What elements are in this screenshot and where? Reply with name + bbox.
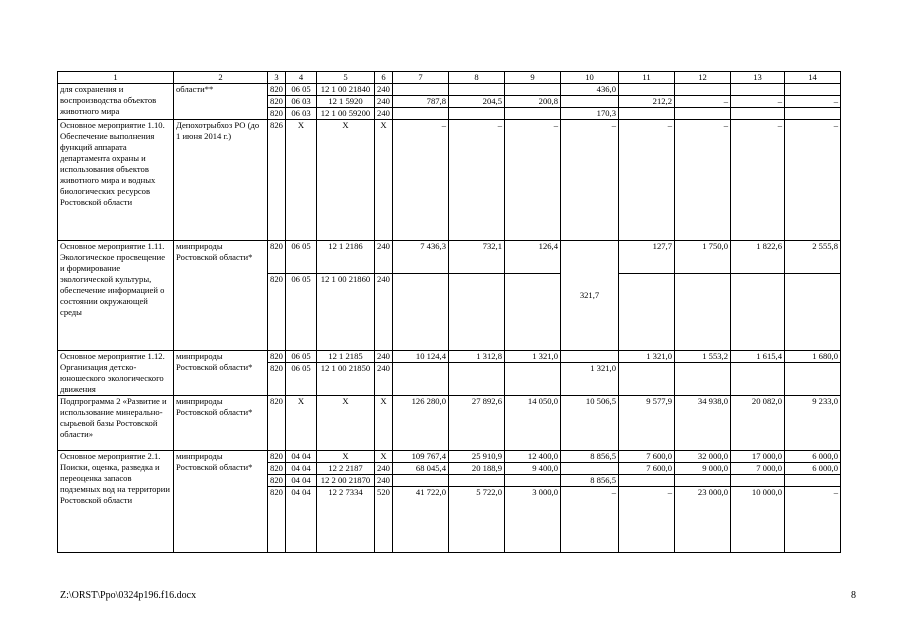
cell-col4: 06 03: [286, 96, 317, 108]
cell-col8: 1 312,8: [449, 351, 505, 363]
header-cell: 3: [268, 72, 286, 84]
cell-col14: [785, 108, 841, 120]
cell-col5: 12 2 7334: [317, 487, 375, 553]
cell-col6: 240: [375, 463, 393, 475]
cell-col14: [785, 363, 841, 396]
cell-col14: 1 680,0: [785, 351, 841, 363]
cell-col9: 3 000,0: [505, 487, 561, 553]
budget-table: [57, 71, 841, 553]
cell-col5: 12 2 2187: [317, 463, 375, 475]
cell-col14: 9 233,0: [785, 396, 841, 451]
cell-col14: [785, 274, 841, 351]
cell-col4: 04 04: [286, 463, 317, 475]
cell-col13: [731, 274, 785, 351]
cell-col13: 20 082,0: [731, 396, 785, 451]
cell-col7: 41 722,0: [393, 487, 449, 553]
header-cell: 12: [675, 72, 731, 84]
cell-col4: 04 04: [286, 451, 317, 463]
cell-col4: 06 03: [286, 108, 317, 120]
cell-col8: 20 188,9: [449, 463, 505, 475]
cell-col14: [785, 84, 841, 96]
cell-col6: 240: [375, 475, 393, 487]
cell-col6: 240: [375, 274, 393, 351]
cell-col3: 820: [268, 475, 286, 487]
cell-col5: 12 1 2186: [317, 241, 375, 274]
header-row: [58, 72, 841, 84]
cell-col11: 212,2: [619, 96, 675, 108]
cell-col9: –: [505, 120, 561, 241]
cell-col7: 787,8: [393, 96, 449, 108]
cell-col7: [393, 274, 449, 351]
cell-col13: –: [731, 120, 785, 241]
row-executor-cell: Депохотрыбхоз РО (до 1 июня 2014 г.): [174, 120, 268, 241]
cell-col6: X: [375, 120, 393, 241]
row-name-cell: Подпрограмма 2 «Развитие и использование минерально-сырьевой базы Ростовской области»: [58, 396, 174, 451]
cell-col10: [561, 463, 619, 475]
cell-col7: [393, 84, 449, 96]
cell-col9: 200,8: [505, 96, 561, 108]
cell-col4: 06 05: [286, 363, 317, 396]
cell-col14: 2 555,8: [785, 241, 841, 274]
row-executor-cell: области**: [174, 84, 268, 120]
cell-col12: 1 750,0: [675, 241, 731, 274]
cell-col3: 820: [268, 451, 286, 463]
header-cell: 14: [785, 72, 841, 84]
cell-col14: [785, 475, 841, 487]
cell-col9: [505, 274, 561, 351]
cell-col8: 27 892,6: [449, 396, 505, 451]
cell-col8: 25 910,9: [449, 451, 505, 463]
header-cell: 4: [286, 72, 317, 84]
cell-col9: 12 400,0: [505, 451, 561, 463]
cell-col9: [505, 84, 561, 96]
cell-col12: 9 000,0: [675, 463, 731, 475]
cell-col8: 732,1: [449, 241, 505, 274]
cell-col13: 17 000,0: [731, 451, 785, 463]
cell-col13: 1 615,4: [731, 351, 785, 363]
header-cell: 7: [393, 72, 449, 84]
cell-col6: X: [375, 451, 393, 463]
cell-col9: [505, 475, 561, 487]
cell-col4: 06 05: [286, 351, 317, 363]
cell-col3: 820: [268, 241, 286, 274]
header-cell: 11: [619, 72, 675, 84]
footer-file-path: Z:\ORST\Ppo\0324p196.f16.docx: [60, 590, 197, 601]
header-cell: 9: [505, 72, 561, 84]
header-cell: 5: [317, 72, 375, 84]
cell-col8: –: [449, 120, 505, 241]
cell-col10: 170,3: [561, 108, 619, 120]
cell-col7: 126 280,0: [393, 396, 449, 451]
cell-col13: –: [731, 96, 785, 108]
row-executor-cell: минприроды Ростовской области*: [174, 351, 268, 396]
footer-page-number: 8: [851, 590, 856, 601]
header-cell: 6: [375, 72, 393, 84]
cell-col11: –: [619, 120, 675, 241]
row-executor-cell: минприроды Ростовской области*: [174, 241, 268, 351]
cell-col12: –: [675, 96, 731, 108]
cell-col5: X: [317, 396, 375, 451]
cell-col4: 04 04: [286, 475, 317, 487]
cell-col12: 32 000,0: [675, 451, 731, 463]
cell-col11: [619, 274, 675, 351]
row-executor-cell: минприроды Ростовской области*: [174, 451, 268, 553]
cell-col13: 1 822,6: [731, 241, 785, 274]
cell-col10: 8 856,5: [561, 451, 619, 463]
cell-col11: [619, 475, 675, 487]
cell-col14: 6 000,0: [785, 451, 841, 463]
cell-col6: 240: [375, 241, 393, 274]
cell-col11: [619, 108, 675, 120]
row-name-cell: Основное мероприятие 1.12. Организация детско-юношеского экологического движения: [58, 351, 174, 396]
cell-col11: [619, 84, 675, 96]
cell-col13: 10 000,0: [731, 487, 785, 553]
cell-col3: 820: [268, 108, 286, 120]
cell-col12: 23 000,0: [675, 487, 731, 553]
cell-col3: 820: [268, 274, 286, 351]
header-cell: 10: [561, 72, 619, 84]
row-name-cell: Основное мероприятие 1.11. Экологическое просвещение и формирование экологической культуры, обеспечение информацией о состоянии окружающей среды: [58, 241, 174, 351]
cell-col13: [731, 363, 785, 396]
row-name-cell: для сохранения и воспроизводства объектов животного мира: [58, 84, 174, 120]
cell-col13: [731, 475, 785, 487]
cell-col6: 520: [375, 487, 393, 553]
cell-col13: [731, 108, 785, 120]
cell-col11: 1 321,0: [619, 351, 675, 363]
cell-col3: 820: [268, 351, 286, 363]
cell-col5: 12 1 00 59200: [317, 108, 375, 120]
table-body: [58, 84, 841, 553]
table-row: [58, 241, 841, 274]
cell-col9: 14 050,0: [505, 396, 561, 451]
cell-col5: 12 1 00 21850: [317, 363, 375, 396]
cell-col10: [561, 351, 619, 363]
cell-col11: [619, 363, 675, 396]
cell-col11: 9 577,9: [619, 396, 675, 451]
cell-col4: X: [286, 396, 317, 451]
cell-col3: 820: [268, 396, 286, 451]
table-row: [58, 396, 841, 451]
cell-col6: 240: [375, 84, 393, 96]
cell-col7: 109 767,4: [393, 451, 449, 463]
cell-col7: [393, 108, 449, 120]
cell-col4: 06 05: [286, 274, 317, 351]
cell-col7: 68 045,4: [393, 463, 449, 475]
cell-col11: 7 600,0: [619, 451, 675, 463]
cell-col12: 1 553,2: [675, 351, 731, 363]
cell-col14: –: [785, 120, 841, 241]
cell-col8: [449, 84, 505, 96]
cell-col10: 10 506,5: [561, 396, 619, 451]
cell-col6: 240: [375, 108, 393, 120]
cell-col13: 7 000,0: [731, 463, 785, 475]
table-row: [58, 351, 841, 363]
cell-col14: 6 000,0: [785, 463, 841, 475]
cell-col11: 127,7: [619, 241, 675, 274]
cell-col11: –: [619, 487, 675, 553]
cell-col10: 8 856,5: [561, 475, 619, 487]
cell-col5: 12 1 5920: [317, 96, 375, 108]
cell-col5: X: [317, 120, 375, 241]
cell-col4: X: [286, 120, 317, 241]
cell-col11: 7 600,0: [619, 463, 675, 475]
cell-col9: 9 400,0: [505, 463, 561, 475]
cell-col12: 34 938,0: [675, 396, 731, 451]
cell-col5: 12 1 2185: [317, 351, 375, 363]
header-cell: 1: [58, 72, 174, 84]
cell-col9: [505, 363, 561, 396]
cell-col8: 5 722,0: [449, 487, 505, 553]
cell-col10: –: [561, 487, 619, 553]
cell-col10: 1 321,0: [561, 363, 619, 396]
cell-col10: 436,0: [561, 84, 619, 96]
cell-col12: [675, 475, 731, 487]
cell-col3: 820: [268, 96, 286, 108]
cell-col6: 240: [375, 96, 393, 108]
cell-col10: [561, 96, 619, 108]
cell-col8: [449, 363, 505, 396]
table-row: [58, 120, 841, 241]
row-name-cell: Основное мероприятие 2.1. Поиски, оценка, разведка и переоценка запасов подземных вод на территории Ростовской области: [58, 451, 174, 553]
cell-col3: 820: [268, 84, 286, 96]
cell-col12: [675, 274, 731, 351]
cell-col12: [675, 108, 731, 120]
cell-col14: –: [785, 96, 841, 108]
cell-col3: 820: [268, 487, 286, 553]
cell-col14: –: [785, 487, 841, 553]
cell-col4: 06 05: [286, 241, 317, 274]
cell-col4: 04 04: [286, 487, 317, 553]
cell-col7: 7 436,3: [393, 241, 449, 274]
cell-col10: –: [561, 120, 619, 241]
row-name-cell: Основное мероприятие 1.10. Обеспечение выполнения функций аппарата департамента охраны и использования объектов животного мира и водных биологических ресурсов Ростовской области: [58, 120, 174, 241]
cell-col8: [449, 108, 505, 120]
row-executor-cell: минприроды Ростовской области*: [174, 396, 268, 451]
cell-col6: 240: [375, 351, 393, 363]
cell-col6: X: [375, 396, 393, 451]
cell-col7: [393, 475, 449, 487]
header-cell: 2: [174, 72, 268, 84]
cell-col12: [675, 84, 731, 96]
cell-col8: [449, 274, 505, 351]
cell-col13: [731, 84, 785, 96]
header-cell: 13: [731, 72, 785, 84]
cell-col7: –: [393, 120, 449, 241]
cell-col9: [505, 108, 561, 120]
cell-col5: 12 1 00 21860: [317, 274, 375, 351]
cell-col9: 126,4: [505, 241, 561, 274]
cell-col4: 06 05: [286, 84, 317, 96]
cell-col12: [675, 363, 731, 396]
cell-col8: 204,5: [449, 96, 505, 108]
cell-col6: 240: [375, 363, 393, 396]
cell-col7: 10 124,4: [393, 351, 449, 363]
cell-col9: 1 321,0: [505, 351, 561, 363]
cell-col8: [449, 475, 505, 487]
header-cell: 8: [449, 72, 505, 84]
table-row: [58, 451, 841, 463]
cell-col10: 321,7: [561, 241, 619, 351]
table-row: [58, 84, 841, 96]
cell-col3: 820: [268, 363, 286, 396]
cell-col3: 820: [268, 463, 286, 475]
cell-col5: 12 1 00 21840: [317, 84, 375, 96]
cell-col3: 826: [268, 120, 286, 241]
cell-col5: 12 2 00 21870: [317, 475, 375, 487]
cell-col12: –: [675, 120, 731, 241]
cell-col5: X: [317, 451, 375, 463]
cell-col7: [393, 363, 449, 396]
